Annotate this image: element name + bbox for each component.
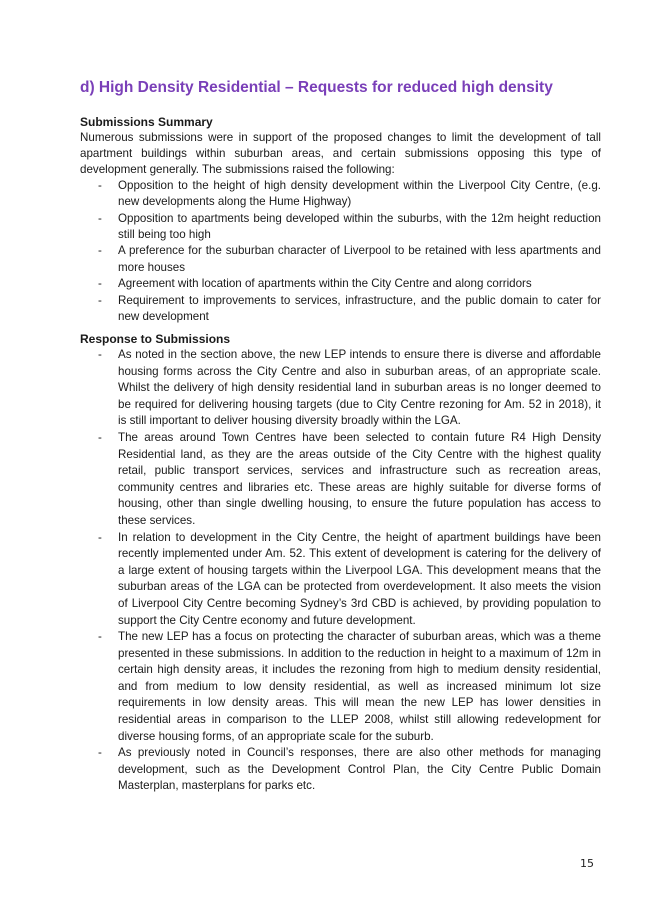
list-item-text: Agreement with location of apartments within the City Centre and along corridors	[118, 277, 532, 291]
submissions-summary-section	[80, 114, 601, 325]
list-item	[80, 276, 601, 292]
list-item-text: Opposition to apartments being developed within the suburbs, with the 12m height reduction still being too high	[118, 211, 601, 241]
bullet-dash: -	[98, 293, 102, 307]
response-section	[80, 331, 601, 795]
list-item-text: As noted in the section above, the new LEP intends to ensure there is diverse and affordable housing forms across the City Centre and also in suburban areas, of an appropriate scale. Whilst the delivery of high density residential land in suburban areas is no longer deemed to be required for delivering housing targets (due to City Centre rezoning for Am. 52 in 2018), it is still important to deliver housing diversity broadly within the LGA.	[118, 348, 601, 428]
page-number: 15	[580, 857, 594, 870]
bullet-dash: -	[98, 348, 102, 361]
submissions-summary-title: Submissions Summary	[80, 115, 213, 129]
list-item	[80, 530, 601, 630]
list-item-text: In relation to development in the City Centre, the height of apartment buildings have been recently implemented under Am. 52. This extent of development is catering for the delivery of a large extent of housing targets within the Liverpool LGA. This development means that the suburban areas of the LGA can be protected from overdevelopment. It also meets the vision of Liverpool City Centre becoming Sydney’s 3rd CBD is achieved, by providing population to support the City Centre economy and future development.	[118, 530, 601, 627]
list-item	[80, 347, 601, 430]
bullet-dash: -	[98, 530, 102, 544]
bullet-dash: -	[98, 746, 102, 760]
list-item	[80, 211, 601, 244]
submissions-summary-intro: Numerous submissions were in support of the proposed changes to limit the development of tall apartment buildings within suburban areas, and certain submissions opposing this type of development generally. The submissions raised the following:	[80, 131, 601, 176]
list-item-text: As previously noted in Council’s responses, there are also other methods for managing development, such as the Development Control Plan, the City Centre Public Domain Masterplan, masterplans for parks etc.	[118, 746, 601, 793]
list-item	[80, 243, 601, 276]
response-title: Response to Submissions	[80, 332, 231, 346]
list-item-text: The areas around Town Centres have been selected to contain future R4 High Density Residential land, as they are the areas outside of the City Centre with the highest quality retail, public transport services, services and infrastructure such as recreation areas, community centres and libraries etc. These areas are highly suitable for diverse forms of housing, other than single dwelling housing, to ensure the future population has access to these services.	[118, 430, 601, 527]
list-item	[80, 293, 601, 326]
list-item	[80, 430, 601, 530]
response-list	[80, 347, 601, 795]
list-item-text: A preference for the suburban character of Liverpool to be retained with less apartments and more houses	[118, 244, 601, 274]
list-item	[80, 178, 601, 211]
list-item-text: Opposition to the height of high density development within the Liverpool City Centre, (e.g. new developments along the Hume Highway)	[118, 178, 601, 209]
bullet-dash: -	[98, 211, 102, 225]
bullet-dash: -	[98, 430, 102, 444]
bullet-dash: -	[98, 178, 102, 192]
bullet-dash: -	[98, 277, 102, 291]
list-item-text: Requirement to improvements to services, infrastructure, and the public domain to cater for new development	[118, 293, 601, 323]
list-item	[80, 745, 601, 795]
list-item	[80, 629, 601, 745]
submissions-summary-list	[80, 178, 601, 326]
section-heading: d) High Density Residential – Requests for reduced high density	[80, 79, 553, 96]
list-item-text: The new LEP has a focus on protecting the character of suburban areas, which was a theme presented in these submissions. In addition to the reduction in height to a maximum of 12m in certain high density areas, it includes the rezoning from high to medium density residential, and from medium to low density residential, as well as increased minimum lot size requirements in low density areas. This will mean the new LEP has lower densities in residential areas in comparison to the LLEP 2008, whilst still allowing redevelopment for diverse housing forms, of an appropriate scale for the suburb.	[118, 630, 601, 743]
bullet-dash: -	[98, 630, 102, 644]
bullet-dash: -	[98, 244, 102, 258]
